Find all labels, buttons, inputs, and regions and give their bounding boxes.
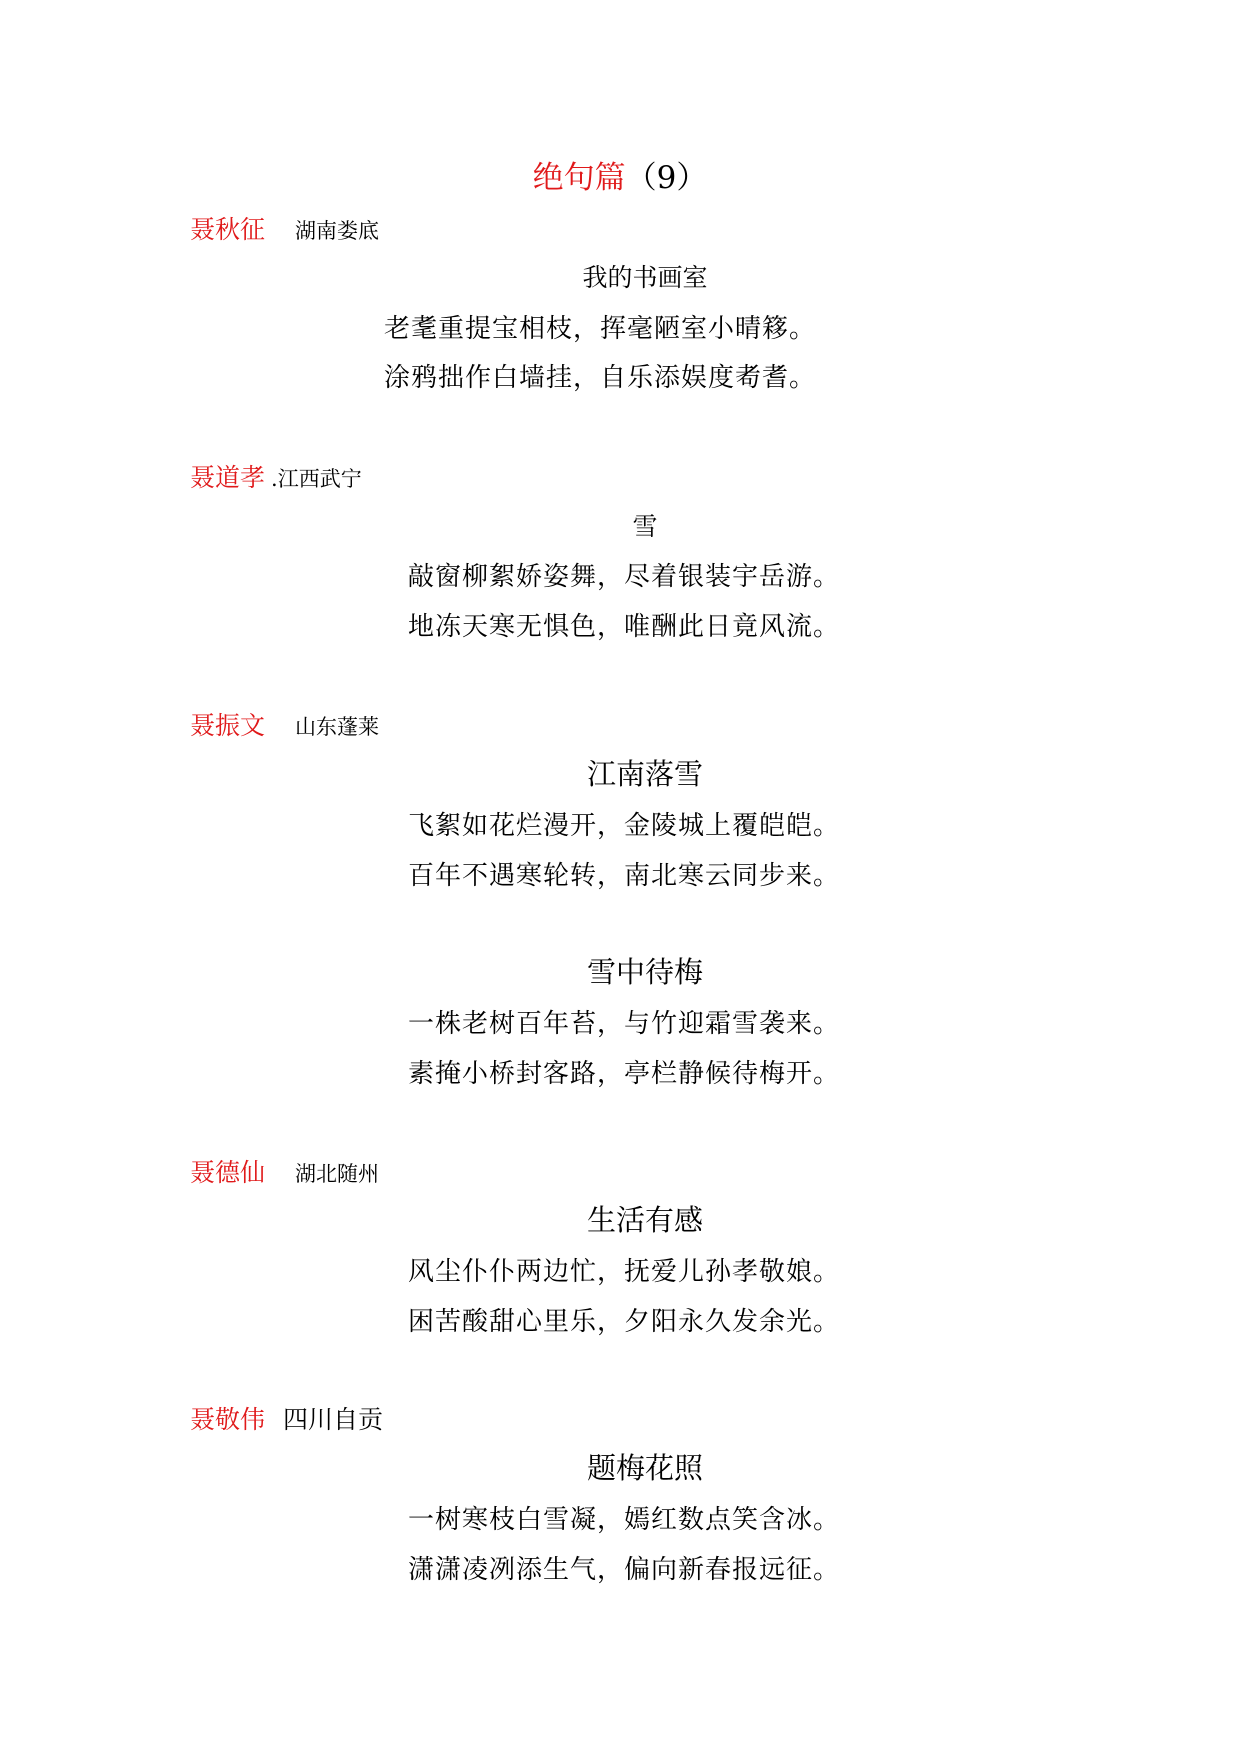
author-place: 湖南娄底 (295, 219, 380, 243)
poem-line: 困苦酸甜心里乐，夕阳永久发余光。 (408, 1307, 841, 1337)
author-name: 聂秋征 (190, 215, 266, 244)
poem-line: 一株老树百年苔，与竹迎霜雪袭来。 (408, 1009, 841, 1039)
author-place: 山东蓬莱 (295, 715, 380, 739)
poem-line: 素掩小桥封客路，亭栏静候待梅开。 (408, 1059, 841, 1089)
poem-line: 老耄重提宝相枝，挥毫陋室小晴簃。 (384, 314, 817, 344)
poem-title: 雪中待梅 (586, 955, 703, 989)
poem-title: 江南落雪 (586, 757, 703, 791)
author-line (190, 709, 379, 744)
page-title (0, 158, 1240, 198)
poem-line: 飞絮如花烂漫开，金陵城上覆皑皑。 (408, 811, 841, 841)
poem-line: 地冻天寒无惧色，唯酬此日竟风流。 (408, 612, 841, 642)
poem-line: 敲窗柳絮娇姿舞，尽着银装宇岳游。 (408, 562, 841, 592)
author-name: 聂德仙 (190, 1158, 266, 1187)
poem-line: 风尘仆仆两边忙，抚爱儿孙孝敬娘。 (408, 1257, 841, 1287)
author-line (190, 1403, 383, 1437)
poem-line: 一树寒枝白雪凝，嫣红数点笑含冰。 (408, 1505, 841, 1535)
poem-line: 涂鸦拙作白墙挂，自乐添娱度耇耆。 (384, 363, 817, 393)
author-line (190, 1156, 379, 1191)
poem-line: 潇潇凌冽添生气，偏向新春报远征。 (408, 1555, 841, 1585)
author-line (190, 461, 362, 496)
author-line (190, 213, 379, 248)
poem-line: 百年不遇寒轮转，南北寒云同步来。 (408, 861, 841, 891)
page-number: （9） (625, 160, 708, 196)
author-name: 聂道孝 (190, 463, 266, 492)
poem-title: 我的书画室 (582, 263, 708, 292)
author-place: .江西武宁 (271, 467, 362, 491)
author-place: 四川自贡 (283, 1405, 384, 1434)
poem-title: 生活有感 (586, 1203, 703, 1237)
poem-title: 雪 (632, 512, 658, 541)
poem-title: 题梅花照 (586, 1451, 703, 1485)
author-name: 聂敬伟 (190, 1405, 266, 1434)
author-name: 聂振文 (190, 711, 266, 740)
page-title-text: 绝句篇 (532, 160, 626, 196)
author-place: 湖北随州 (295, 1162, 380, 1186)
